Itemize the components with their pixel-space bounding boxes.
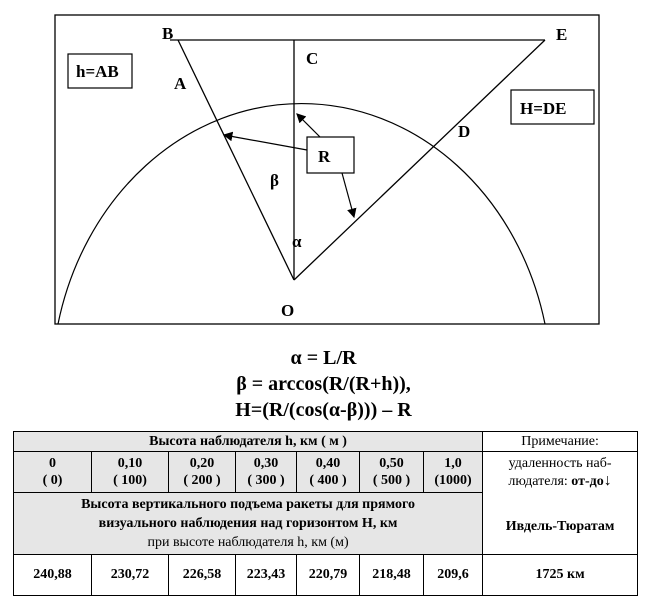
earth-arc — [58, 104, 545, 324]
height-cell: 0,50 ( 500 ) — [360, 452, 424, 493]
value-cell: 240,88 — [14, 555, 92, 596]
header-observer-height: Высота наблюдателя h, км ( м ) — [14, 432, 483, 452]
distance-cell: 1725 км — [483, 555, 638, 596]
radius-arrow-up — [297, 114, 320, 137]
note-cell — [483, 452, 638, 555]
angle-beta: β — [270, 171, 279, 190]
value-cell: 220,79 — [297, 555, 360, 596]
line-OB — [178, 40, 294, 280]
value-cell: 230,72 — [92, 555, 169, 596]
header-note: Примечание: — [483, 432, 638, 452]
radius-label: R — [318, 147, 331, 166]
value-cell: 226,58 — [169, 555, 236, 596]
description-cell: Высота вертикального подъема ракеты для прямого визуального наблюдения над горизонтом H, км при высоте наблюдателя h, км (м) — [14, 493, 483, 555]
point-O: O — [281, 301, 295, 320]
point-E: E — [556, 25, 568, 44]
radius-label-box — [307, 137, 354, 173]
point-D: D — [458, 122, 471, 141]
note-line1: удаленность наб- — [508, 456, 612, 471]
angle-alpha: α — [292, 232, 302, 251]
height-cell: 1,0 (1000) — [424, 452, 483, 493]
height-cell: 0 ( 0) — [14, 452, 92, 493]
height-cell: 0,40 ( 400 ) — [297, 452, 360, 493]
note-line2: людателя: от-до↓ — [508, 472, 612, 489]
formula-alpha: α = L/R — [290, 347, 357, 369]
height-cell: 0,30 ( 300 ) — [236, 452, 297, 493]
formula-H: H=(R/(cos(α-β))) – R — [235, 399, 412, 421]
h-box-label: h=AB — [76, 62, 119, 81]
formulas — [0, 345, 647, 423]
value-cell: 223,43 — [236, 555, 297, 596]
point-C: C — [306, 49, 319, 68]
H-box-label: H=DE — [520, 99, 567, 118]
point-B: B — [162, 24, 174, 43]
formula-beta: β = arccos(R/(R+h)), — [236, 373, 411, 395]
height-cell: 0,20 ( 200 ) — [169, 452, 236, 493]
height-cell: 0,10 ( 100) — [92, 452, 169, 493]
value-cell: 218,48 — [360, 555, 424, 596]
radius-arrow-down — [342, 173, 354, 217]
point-A: A — [174, 74, 187, 93]
location-label: Ивдель-Тюратам — [505, 519, 615, 534]
value-cell: 209,6 — [424, 555, 483, 596]
data-table — [13, 431, 638, 596]
